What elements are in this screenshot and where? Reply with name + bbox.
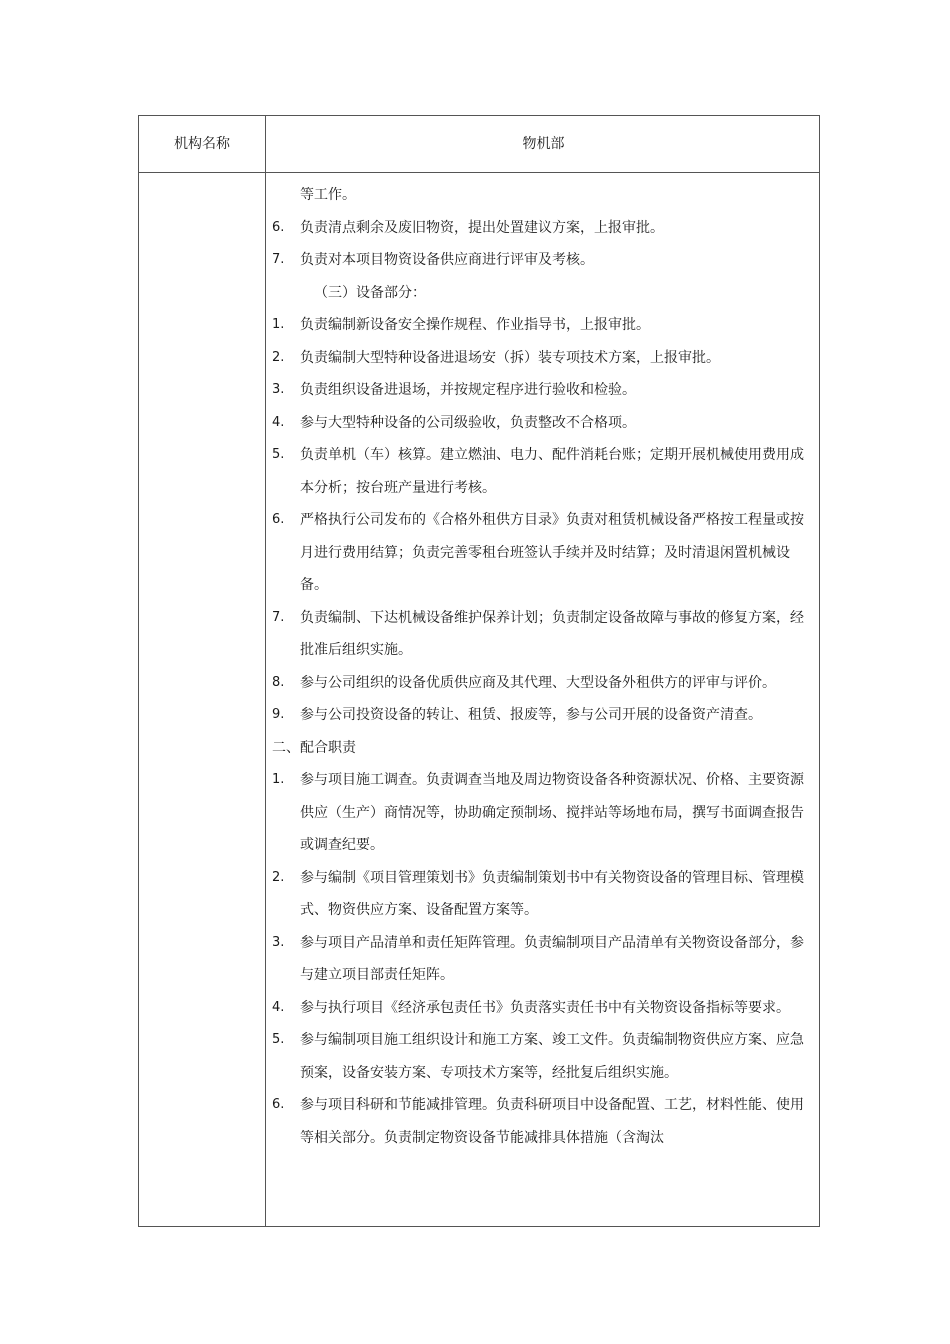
item-number: 3.	[272, 934, 285, 950]
item-number: 1.	[272, 317, 285, 332]
item-number: 2.	[272, 869, 285, 885]
org-table	[138, 115, 820, 1227]
list-item	[272, 1024, 811, 1089]
list-item	[272, 244, 811, 277]
item-number: 9.	[272, 707, 285, 722]
list-item	[272, 342, 811, 375]
header-value-cell: 物机部	[522, 136, 565, 152]
list-item	[272, 212, 811, 245]
list-item	[272, 439, 811, 504]
item-text: 参与项目科研和节能减排管理。负责科研项目中设备配置、工艺，材料性能、使用等相关部分。负责制定物资设备节能减排具体措施（含淘汰	[300, 1097, 804, 1146]
item-text: 参与编制项目施工组织设计和施工方案、竣工文件。负责编制物资供应方案、应急预案，设备安装方案、专项技术方案等，经批复后组织实施。	[300, 1032, 804, 1081]
item-text: 参与项目产品清单和责任矩阵管理。负责编制项目产品清单有关物资设备部分，参与建立项目部责任矩阵。	[300, 934, 804, 983]
section-heading-coop: 二、配合职责	[272, 739, 356, 756]
table-header-row	[139, 116, 819, 173]
section-heading-equipment: （三）设备部分：	[314, 284, 426, 301]
item-text: 参与公司投资设备的转让、租赁、报废等，参与公司开展的设备资产清查。	[300, 707, 762, 723]
item-text: 严格执行公司发布的《合格外租供方目录》负责对租赁机械设备严格按工程量或按月进行费用结算；负责完善零租台班签认手续并及时结算；及时清退闲置机械设备。	[300, 512, 804, 593]
item-text: 负责编制大型特种设备进退场安（拆）装专项技术方案，上报审批。	[300, 349, 720, 366]
item-number: 4.	[272, 999, 285, 1015]
header-label-cell: 机构名称	[174, 136, 230, 152]
item-number: 7.	[272, 252, 285, 267]
item-number: 6.	[272, 1097, 285, 1112]
item-text: 负责单机（车）核算。建立燃油、电力、配件消耗台账；定期开展机械使用费用成本分析；按台班产量进行考核。	[300, 447, 804, 496]
item-number: 6.	[272, 512, 285, 527]
continuation-line: 等工作。	[300, 187, 356, 203]
list-item	[272, 1089, 811, 1154]
item-text: 负责清点剩余及废旧物资，提出处置建议方案，上报审批。	[300, 219, 664, 236]
item-number: 8.	[272, 674, 285, 690]
list-item	[272, 699, 811, 732]
list-item	[272, 764, 811, 862]
list-item	[272, 374, 811, 407]
item-number: 5.	[272, 1032, 285, 1047]
list-item	[272, 309, 811, 342]
item-text: 负责对本项目物资设备供应商进行评审及考核。	[300, 252, 594, 268]
list-item	[272, 927, 811, 992]
item-number: 3.	[272, 382, 285, 397]
item-text: 负责编制、下达机械设备维护保养计划；负责制定设备故障与事故的修复方案，经批准后组织实施。	[300, 609, 804, 658]
item-text: 负责组织设备进退场，并按规定程序进行验收和检验。	[300, 382, 636, 398]
list-item	[272, 504, 811, 602]
item-number: 5.	[272, 447, 285, 462]
item-number: 1.	[272, 772, 285, 787]
list-item	[272, 407, 811, 440]
item-text: 参与编制《项目管理策划书》负责编制策划书中有关物资设备的管理目标、管理模式、物资供应方案、设备配置方案等。	[300, 869, 804, 918]
list-item	[272, 862, 811, 927]
item-text: 参与项目施工调查。负责调查当地及周边物资设备各种资源状况、价格、主要资源供应（生产）商情况等，协助确定预制场、搅拌站等场地布局，撰写书面调查报告或调查纪要。	[300, 772, 804, 853]
item-text: 参与执行项目《经济承包责任书》负责落实责任书中有关物资设备指标等要求。	[300, 999, 790, 1016]
item-number: 2.	[272, 349, 285, 365]
item-number: 6.	[272, 219, 285, 235]
duties-content-cell	[266, 173, 820, 1227]
list-item	[272, 992, 811, 1025]
item-number: 7.	[272, 609, 285, 625]
list-item	[272, 667, 811, 700]
item-text: 参与公司组织的设备优质供应商及其代理、大型设备外租供方的评审与评价。	[300, 674, 776, 691]
list-item	[272, 602, 811, 667]
item-text: 参与大型特种设备的公司级验收，负责整改不合格项。	[300, 414, 636, 431]
item-text: 负责编制新设备安全操作规程、作业指导书，上报审批。	[300, 317, 650, 333]
item-number: 4.	[272, 414, 285, 430]
